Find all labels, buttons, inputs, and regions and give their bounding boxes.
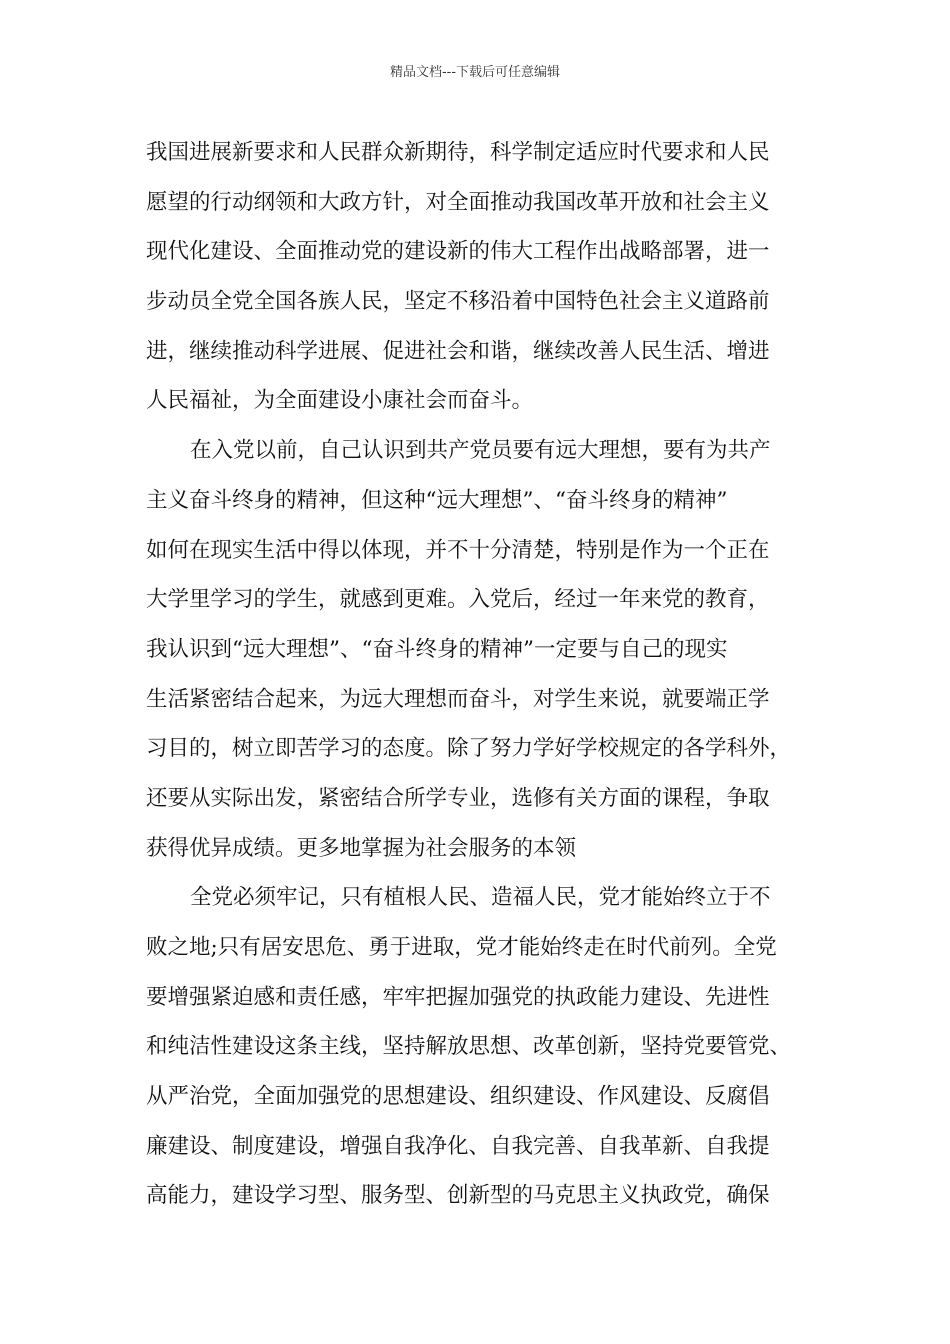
document-body — [146, 128, 836, 1221]
text-line: 廉建设、制度建设，增强自我净化、自我完善、自我革新、自我提 — [146, 1133, 770, 1159]
text-line: 败之地;只有居安思危、勇于进取，党才能始终走在时代前列。全党 — [146, 935, 777, 960]
text-line: 我认识到“远大理想”、“奋斗终身的精神”一定要与自己的现实 — [146, 636, 728, 662]
text-line: 现代化建设、全面推动党的建设新的伟大工程作出战略部署，进一 — [146, 239, 770, 265]
text-line: 从严治党，全面加强党的思想建设、组织建设、作风建设、反腐倡 — [146, 1084, 770, 1110]
paragraph-1 — [146, 128, 836, 426]
text-line: 全党必须牢记，只有植根人民、造福人民，党才能始终立于不 — [190, 885, 771, 911]
text-line: 如何在现实生活中得以体现，并不十分清楚，特别是作为一个正在 — [146, 537, 770, 563]
text-line: 习目的，树立即苦学习的态度。除了努力学好学校规定的各学科外， — [146, 736, 792, 762]
text-line: 愿望的行动纲领和大政方针，对全面推动我国改革开放和社会主义 — [146, 189, 770, 215]
text-line: 要增强紧迫感和责任感，牢牢把握加强党的执政能力建设、先进性 — [146, 984, 770, 1010]
text-line: 生活紧密结合起来，为远大理想而奋斗，对学生来说，就要端正学 — [146, 686, 770, 712]
text-line: 获得优异成绩。更多地掌握为社会服务的本领 — [146, 835, 577, 861]
paragraph-3 — [146, 873, 836, 1221]
paragraph-2 — [146, 426, 836, 873]
text-line: 还要从实际出发，紧密结合所学专业，选修有关方面的课程，争取 — [146, 785, 770, 811]
text-line: 和纯洁性建设这条主线，坚持解放思想、改革创新，坚持党要管党、 — [146, 1034, 792, 1060]
text-line: 人民福祉，为全面建设小康社会而奋斗。 — [146, 388, 534, 414]
text-line: 步动员全党全国各族人民，坚定不移沿着中国特色社会主义道路前 — [146, 289, 770, 315]
text-line: 我国进展新要求和人民群众新期待，科学制定适应时代要求和人民 — [146, 140, 770, 165]
page-header: 精品文档---下载后可任意编辑 — [389, 65, 561, 80]
text-line: 大学里学习的学生，就感到更难。入党后，经过一年来党的教育， — [146, 587, 770, 613]
text-line: 进，继续推动科学进展、促进社会和谐，继续改善人民生活、增进 — [146, 338, 770, 364]
text-line: 在入党以前，自己认识到共产党员要有远大理想，要有为共产 — [190, 438, 771, 464]
text-line: 高能力，建设学习型、服务型、创新型的马克思主义执政党，确保 — [146, 1183, 770, 1209]
text-line: 主义奋斗终身的精神，但这种“远大理想”、“奋斗终身的精神” — [146, 487, 728, 513]
